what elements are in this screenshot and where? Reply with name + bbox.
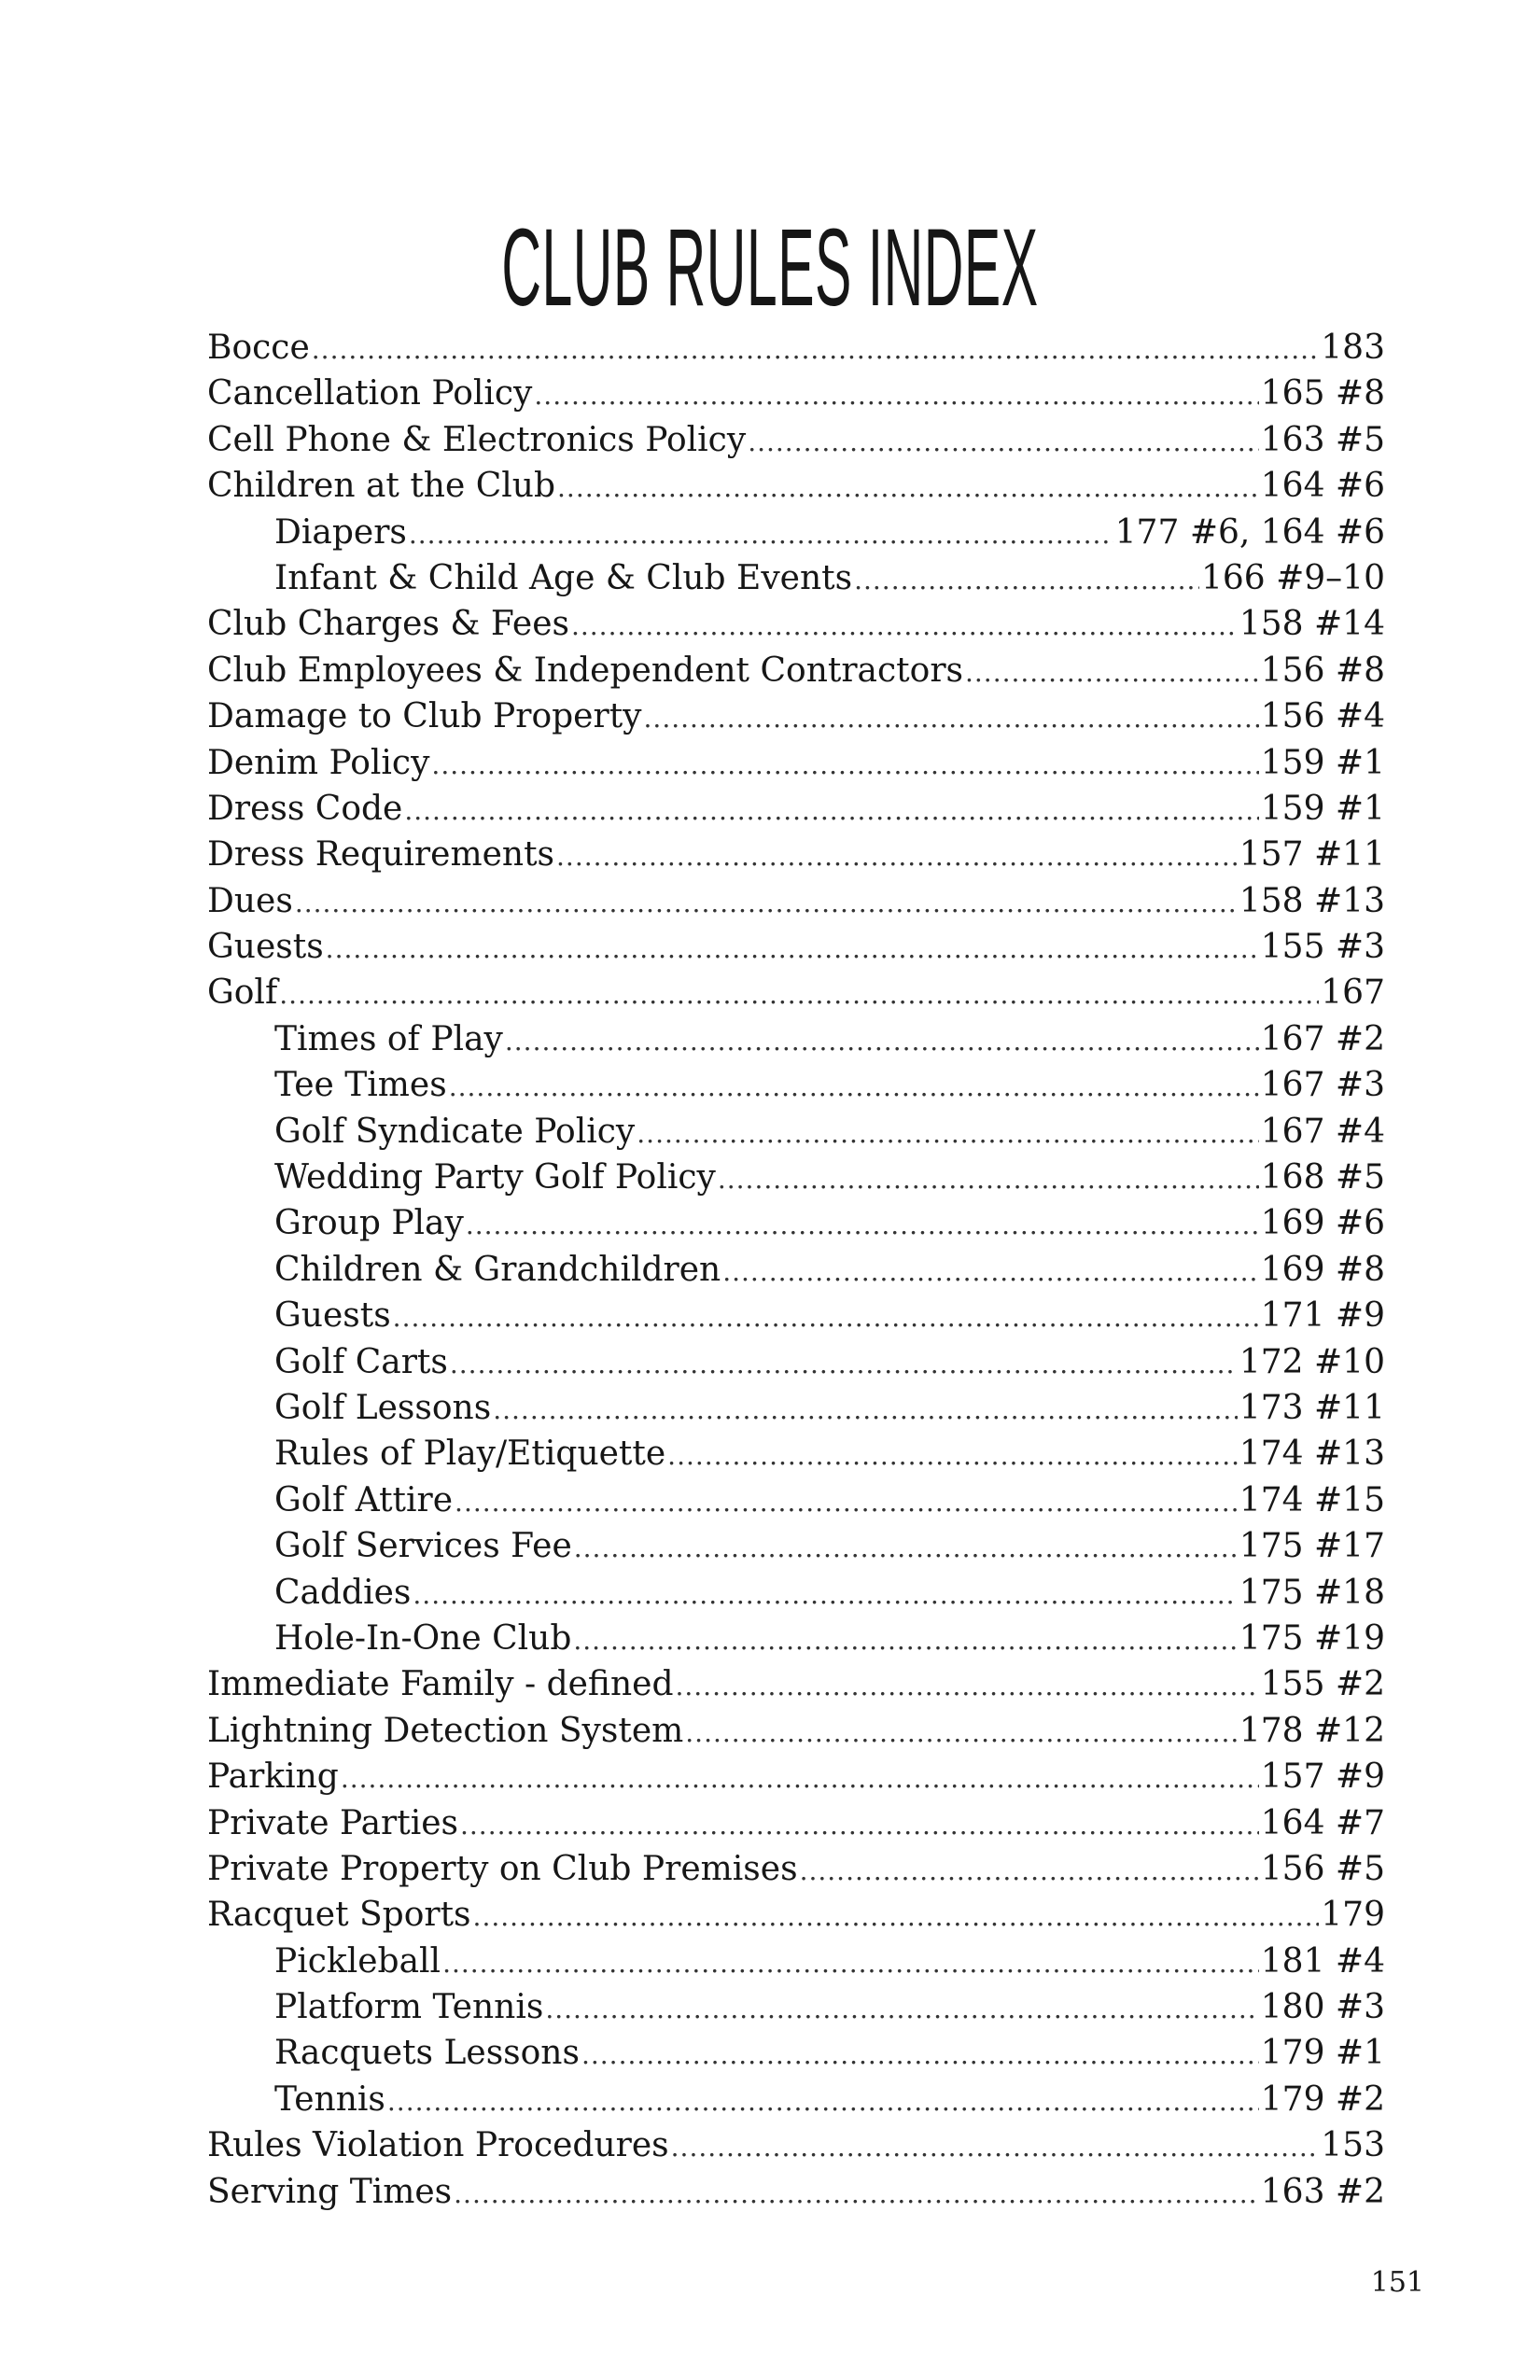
index-list xyxy=(207,325,1385,2215)
index-entry xyxy=(207,1661,1385,1707)
entry-page-reference: 178 #12 xyxy=(1239,1711,1385,1750)
entry-page-reference: 166 #9–10 xyxy=(1200,558,1385,597)
entry-label: Children & Grandchildren xyxy=(274,1250,721,1289)
entry-page-reference: 183 xyxy=(1321,329,1385,367)
entry-page-reference: 167 #3 xyxy=(1260,1066,1385,1105)
entry-page-reference: 181 #4 xyxy=(1260,1941,1385,1981)
index-subentry xyxy=(207,1385,1385,1431)
entry-label: Group Play xyxy=(274,1204,464,1243)
entry-label: Guests xyxy=(207,928,324,967)
entry-page-reference: 163 #5 xyxy=(1260,420,1385,459)
entry-label: Club Charges & Fees xyxy=(207,605,569,644)
entry-label: Golf Services Fee xyxy=(274,1527,572,1566)
entry-page-reference: 155 #2 xyxy=(1260,1665,1385,1704)
index-entry xyxy=(207,1708,1385,1754)
entry-page-reference: 157 #11 xyxy=(1239,835,1385,875)
entry-label: Racquet Sports xyxy=(207,1896,471,1935)
index-subentry xyxy=(207,1155,1385,1200)
dot-leader xyxy=(404,788,1258,833)
index-entry xyxy=(207,970,1385,1015)
dot-leader xyxy=(493,1387,1238,1433)
entry-label: Racquets Lessons xyxy=(274,2034,580,2073)
dot-leader xyxy=(450,1341,1238,1387)
entry-label: Bocce xyxy=(207,329,310,367)
page-title: CLUB RULES INDEX xyxy=(501,206,1039,330)
dot-leader xyxy=(675,1663,1258,1709)
dot-leader xyxy=(573,1617,1238,1663)
index-subentry xyxy=(207,1570,1385,1616)
dot-leader xyxy=(581,2032,1259,2078)
entry-page-reference: 171 #9 xyxy=(1260,1296,1385,1336)
index-subentry xyxy=(207,1523,1385,1569)
entry-page-reference: 165 #8 xyxy=(1260,374,1385,413)
entry-page-reference: 175 #17 xyxy=(1239,1527,1385,1566)
entry-page-reference: 174 #15 xyxy=(1239,1480,1385,1519)
entry-label: Rules Violation Procedures xyxy=(207,2126,669,2165)
index-subentry xyxy=(207,2030,1385,2076)
index-entry xyxy=(207,417,1385,463)
entry-label: Golf Attire xyxy=(274,1480,454,1519)
entry-label: Golf Lessons xyxy=(274,1388,492,1427)
dot-leader xyxy=(442,1940,1259,1986)
dot-leader xyxy=(722,1249,1259,1295)
entry-page-reference: 159 #1 xyxy=(1260,789,1385,828)
entry-page-reference: 175 #19 xyxy=(1239,1618,1385,1658)
index-entry xyxy=(207,325,1385,371)
dot-leader xyxy=(387,2079,1259,2124)
index-entry xyxy=(207,2169,1385,2215)
dot-leader xyxy=(413,1572,1237,1617)
entry-label: Rules of Play/Etiquette xyxy=(274,1435,666,1474)
index-subentry xyxy=(207,1247,1385,1293)
index-entry xyxy=(207,371,1385,416)
dot-leader xyxy=(393,1295,1259,1340)
entry-label: Golf Syndicate Policy xyxy=(274,1112,636,1151)
entry-label: Private Property on Club Premises xyxy=(207,1849,798,1888)
index-entry xyxy=(207,786,1385,832)
entry-page-reference: 153 xyxy=(1321,2126,1385,2165)
entry-label: Infant & Child Age & Club Events xyxy=(274,558,853,597)
dot-leader xyxy=(557,465,1259,511)
entry-page-reference: 155 #3 xyxy=(1260,928,1385,967)
index-entry xyxy=(207,1892,1385,1938)
index-entry xyxy=(207,463,1385,509)
dot-leader xyxy=(534,372,1258,418)
dot-leader xyxy=(431,742,1258,788)
index-entry xyxy=(207,693,1385,739)
index-entry xyxy=(207,1754,1385,1799)
dot-leader xyxy=(455,1479,1238,1525)
entry-page-reference: 167 #2 xyxy=(1260,1019,1385,1058)
entry-page-reference: 179 #2 xyxy=(1260,2079,1385,2119)
index-entry xyxy=(207,1846,1385,1892)
index-entry xyxy=(207,648,1385,693)
index-entry xyxy=(207,740,1385,786)
dot-leader xyxy=(279,972,1319,1017)
entry-label: Private Parties xyxy=(207,1803,458,1842)
dot-leader xyxy=(449,1064,1259,1110)
entry-label: Club Employees & Independent Contractors xyxy=(207,651,963,690)
index-entry xyxy=(207,832,1385,877)
dot-leader xyxy=(454,2171,1259,2217)
index-entry xyxy=(207,2122,1385,2168)
entry-label: Cell Phone & Electronics Policy xyxy=(207,420,747,459)
entry-label: Dress Requirements xyxy=(207,835,555,875)
dot-leader xyxy=(574,1525,1238,1571)
dot-leader xyxy=(556,833,1238,879)
entry-page-reference: 157 #9 xyxy=(1260,1757,1385,1797)
index-subentry xyxy=(207,1984,1385,2030)
dot-leader xyxy=(460,1802,1259,1848)
entry-page-reference: 164 #6 xyxy=(1260,467,1385,506)
entry-page-reference: 172 #10 xyxy=(1239,1342,1385,1381)
entry-page-reference: 156 #5 xyxy=(1260,1849,1385,1888)
entry-label: Lightning Detection System xyxy=(207,1711,684,1750)
entry-label: Golf Carts xyxy=(274,1342,448,1381)
entry-label: Parking xyxy=(207,1757,339,1797)
entry-label: Dress Code xyxy=(207,789,403,828)
dot-leader xyxy=(341,1756,1259,1801)
index-subentry xyxy=(207,1431,1385,1477)
index-subentry xyxy=(207,510,1385,555)
entry-page-reference: 163 #2 xyxy=(1260,2172,1385,2211)
index-subentry xyxy=(207,555,1385,601)
dot-leader xyxy=(571,603,1238,649)
entry-page-reference: 179 xyxy=(1321,1896,1385,1935)
dot-leader xyxy=(671,2124,1320,2170)
dot-leader xyxy=(545,1986,1258,2032)
dot-leader xyxy=(748,419,1259,465)
entry-label: Pickleball xyxy=(274,1941,441,1981)
dot-leader xyxy=(466,1202,1259,1248)
entry-page-reference: 177 #6, 164 #6 xyxy=(1114,512,1385,552)
entry-label: Denim Policy xyxy=(207,743,430,782)
entry-label: Children at the Club xyxy=(207,467,556,506)
index-subentry xyxy=(207,1293,1385,1338)
entry-label: Platform Tennis xyxy=(274,1988,544,2027)
dot-leader xyxy=(800,1848,1259,1894)
index-subentry xyxy=(207,1939,1385,1984)
dot-leader xyxy=(854,557,1199,603)
entry-label: Golf xyxy=(207,973,278,1013)
entry-label: Serving Times xyxy=(207,2172,453,2211)
entry-label: Tennis xyxy=(274,2079,385,2119)
entry-page-reference: 174 #13 xyxy=(1239,1435,1385,1474)
index-entry xyxy=(207,1800,1385,1846)
index-entry xyxy=(207,601,1385,647)
dot-leader xyxy=(644,695,1259,741)
entry-page-reference: 158 #14 xyxy=(1239,605,1385,644)
entry-page-reference: 156 #4 xyxy=(1260,697,1385,736)
entry-label: Times of Play xyxy=(274,1019,503,1058)
index-subentry xyxy=(207,2077,1385,2122)
entry-label: Diapers xyxy=(274,512,407,552)
entry-page-reference: 156 #8 xyxy=(1260,651,1385,690)
entry-label: Hole-In-One Club xyxy=(274,1618,572,1658)
dot-leader xyxy=(295,880,1238,926)
dot-leader xyxy=(409,511,1113,557)
dot-leader xyxy=(685,1710,1238,1756)
index-subentry xyxy=(207,1616,1385,1661)
page-number: 151 xyxy=(1370,2266,1424,2299)
dot-leader xyxy=(312,327,1320,372)
entry-page-reference: 167 xyxy=(1321,973,1385,1013)
entry-page-reference: 158 #13 xyxy=(1239,881,1385,920)
dot-leader xyxy=(473,1894,1320,1939)
entry-page-reference: 159 #1 xyxy=(1260,743,1385,782)
index-subentry xyxy=(207,1109,1385,1155)
index-subentry xyxy=(207,1016,1385,1062)
entry-label: Damage to Club Property xyxy=(207,697,642,736)
index-entry xyxy=(207,924,1385,970)
index-subentry xyxy=(207,1062,1385,1108)
index-subentry xyxy=(207,1200,1385,1246)
dot-leader xyxy=(965,650,1259,695)
entry-label: Dues xyxy=(207,881,293,920)
dot-leader xyxy=(326,926,1259,972)
entry-page-reference: 175 #18 xyxy=(1239,1573,1385,1612)
entry-label: Caddies xyxy=(274,1573,412,1612)
entry-page-reference: 180 #3 xyxy=(1260,1988,1385,2027)
entry-page-reference: 168 #5 xyxy=(1260,1158,1385,1197)
entry-label: Cancellation Policy xyxy=(207,374,533,413)
entry-page-reference: 169 #8 xyxy=(1260,1250,1385,1289)
index-subentry xyxy=(207,1339,1385,1385)
dot-leader xyxy=(718,1156,1259,1202)
index-subentry xyxy=(207,1477,1385,1523)
entry-label: Wedding Party Golf Policy xyxy=(274,1158,716,1197)
entry-label: Guests xyxy=(274,1296,391,1336)
dot-leader xyxy=(505,1018,1259,1064)
dot-leader xyxy=(667,1433,1238,1478)
dot-leader xyxy=(637,1111,1259,1156)
entry-label: Immediate Family - defined xyxy=(207,1665,674,1704)
entry-label: Tee Times xyxy=(274,1066,447,1105)
entry-page-reference: 167 #4 xyxy=(1260,1112,1385,1151)
entry-page-reference: 179 #1 xyxy=(1260,2034,1385,2073)
entry-page-reference: 173 #11 xyxy=(1239,1388,1385,1427)
index-entry xyxy=(207,878,1385,924)
entry-page-reference: 164 #7 xyxy=(1260,1803,1385,1842)
entry-page-reference: 169 #6 xyxy=(1260,1204,1385,1243)
